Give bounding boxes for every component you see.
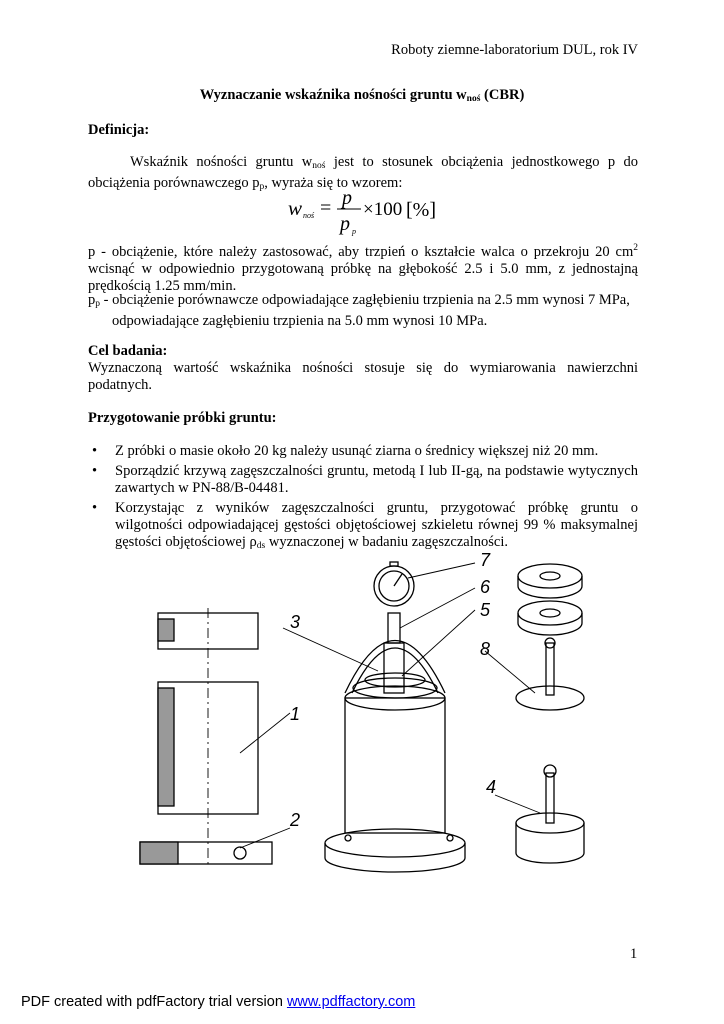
goal-text: Wyznaczoną wartość wskaźnika nośności stosuje się do wymiarowania nawierzchni podatnych. xyxy=(88,360,638,393)
surcharge-with-plunger xyxy=(516,765,584,863)
document-title: Wyznaczanie wskaźnika nośności gruntu $w_{noś}$ (CBR) xyxy=(199,87,525,104)
pdf-footer: PDF created with pdfFactory trial version www.pdffactory.com xyxy=(21,994,416,1010)
formula-numerator: p xyxy=(342,187,352,209)
formula-den-sub: p xyxy=(352,227,356,236)
p-definition: p - obciążenie, które należy zastosować, aby trzpień o kształcie walca o przekroju 20 $cm^2$ wcisnąć w odpowiednio przygotowaną próbkę na głębokość 2.5 i 5.0 mm, z jednostajną prędkością 1.25 mm/min. xyxy=(88,243,638,294)
formula-unit: [%] xyxy=(406,199,436,221)
formula-mult: ×100 xyxy=(363,199,403,220)
figure-label-5: 5 xyxy=(480,600,491,620)
definition-paragraph: Wskaźnik nośności gruntu $w_{noś}$ jest to stosunek obciążenia jednostkowego p do obciążenia porównawczego $p_p$, wyraża się to wzorem: xyxy=(88,154,638,192)
figure-label-6: 6 xyxy=(480,577,491,597)
pp-definition: $p_p$ - obciążenie porównawcze odpowiadające zagłębieniu trzpienia na 2.5 mm wynosi 7 MPa, odpowiadające zagłębieniu trzpienia na 5.0 mm wynosi 10 MPa. xyxy=(88,292,630,329)
perforated-plate xyxy=(516,638,584,710)
formula-lhs-sub: noś xyxy=(303,211,315,220)
figure-label-4: 4 xyxy=(486,777,497,797)
base-plate-part xyxy=(140,842,272,864)
figure-label-7: 7 xyxy=(480,550,491,570)
page-header: Roboty ziemne-laboratorium DUL, rok IV xyxy=(391,42,638,58)
figure-label-3: 3 xyxy=(290,612,301,632)
figure-label-8: 8 xyxy=(480,639,491,659)
pdffactory-link[interactable]: www.pdffactory.com xyxy=(286,994,416,1010)
cbr-formula xyxy=(286,186,446,238)
list-item: • Sporządzić krzywą zagęszczalności gruntu, metodą I lub II-gą, na podstawie wytycznych zawartych w PN-88/B-04481. xyxy=(92,463,638,496)
list-item: • Korzystając z wyników zagęszczalności gruntu, przygotować próbkę gruntu o wilgotności odpowiadającej gęstości objętościowej szkieletu równej 99 % maksymalnej gęstości objętościowej $\rho_{ds}$ wyznaczonej w badaniu zagęszczalności. xyxy=(92,500,638,551)
formula-eq: = xyxy=(320,197,332,219)
list-item: • Z próbki o masie około 20 kg należy usunąć ziarna o średnicy większej niż 20 mm. xyxy=(92,443,599,459)
goal-heading: Cel badania: xyxy=(88,343,168,359)
cbr-apparatus-figure xyxy=(130,548,600,888)
formula-denominator: p xyxy=(340,213,350,235)
figure-label-1: 1 xyxy=(290,704,301,724)
assembled-apparatus xyxy=(325,562,465,872)
definition-heading: Definicja: xyxy=(88,122,150,138)
prep-heading: Przygotowanie próbki gruntu: xyxy=(88,410,277,426)
page-number: 1 xyxy=(630,946,638,962)
formula-lhs: w xyxy=(288,196,303,220)
surcharge-weights xyxy=(518,564,582,635)
prep-list xyxy=(88,443,638,558)
figure-label-2: 2 xyxy=(290,810,301,830)
